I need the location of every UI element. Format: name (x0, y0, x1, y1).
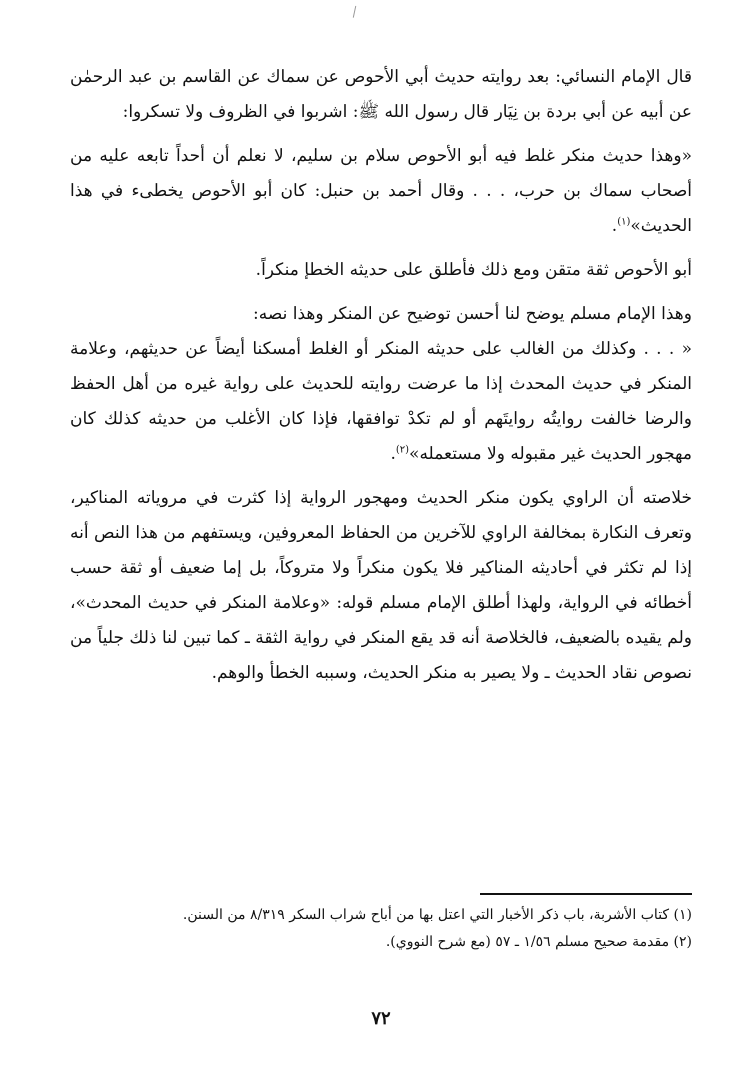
footnote-1: (١) كتاب الأشربة، باب ذكر الأخبار التي اعتل بها من أباح شراب السكر ٨/٣١٩ من السنن. (182, 907, 692, 923)
footnote-ref-2: (٢) (395, 444, 410, 456)
top-pencil-mark (353, 6, 358, 18)
quote-nasai-end: . (611, 216, 618, 236)
paragraph-abu-ahwas: أبو الأحوص ثقة متقن ومع ذلك فأطلق على حديثه الخطإ منكراً. (255, 260, 692, 280)
book-page (70, 60, 692, 1060)
quote-nasai (70, 139, 692, 244)
quote-muslim (70, 332, 692, 472)
quote-muslim-text: « . . . وكذلك من الغالب على حديثه المنكر أو الغلط أمسكنا أيضاً عن حديثهم، وعلامة المنكر في حديث المحدث إذا ما عرضت روايته للحديث على رواية غيره من أهل الحفظ والرضا خالفت روايتُه روايتَهم أو لم تكدْ توافقها، فإذا كان الأغلب من حديثه كذلك كان مهجور الحديث غير مقبوله ولا مستعمله» (70, 339, 692, 464)
paragraph-summary: خلاصته أن الراوي يكون منكر الحديث ومهجور الرواية إذا كثرت في مروياته المناكير، وتعرف النكارة بمخالفة الراوي للآخرين من الحفاظ المعروفين، ويستفهم من هذا النص أنه إذا لم تكثر في أحاديثه المناكير فلا يكون منكراً ولا متروكاً، بل إما ضعيف أو ثقة حسب أخطائه في الرواية، ولهذا أطلق الإمام مسلم قوله: «وعلامة المنكر في حديث المحدث»، ولم يقيده بالضعيف، فالخلاصة أنه قد يقع المنكر في رواية الثقة ـ كما تبين لنا ذلك جلياً من نصوص نقاد الحديث ـ ولا يصير به منكر الحديث، وسببه الخطأ والوهم. (70, 488, 692, 683)
footnotes (70, 902, 692, 956)
paragraph-nasai-intro: قال الإمام النسائي: بعد روايته حديث أبي الأحوص عن سماك عن القاسم بن عبد الرحمٰن عن أبيه عن أبي بردة بن نِيَار قال رسول الله ﷺ: اشربوا في الظروف ولا تسكروا: (70, 67, 692, 122)
quote-muslim-end: . (390, 444, 396, 464)
footnote-separator (480, 893, 692, 895)
page-number: ٧٢ (371, 1008, 391, 1029)
quote-nasai-text: «وهذا حديث منكر غلط فيه أبو الأحوص سلام بن سليم، لا نعلم أن أحداً تابعه عليه من أصحاب سماك بن حرب، . . . وقال أحمد بن حنبل: كان أبو الأحوص يخطىء في هذا الحديث» (70, 146, 692, 236)
paragraph-muslim-intro: وهذا الإمام مسلم يوضح لنا أحسن توضيح عن المنكر وهذا نصه: (253, 304, 692, 324)
footnote-ref-1: (١) (617, 216, 631, 228)
footnote-2: (٢) مقدمة صحيح مسلم ١/٥٦ ـ ٥٧ (مع شرح النووي). (385, 934, 692, 950)
